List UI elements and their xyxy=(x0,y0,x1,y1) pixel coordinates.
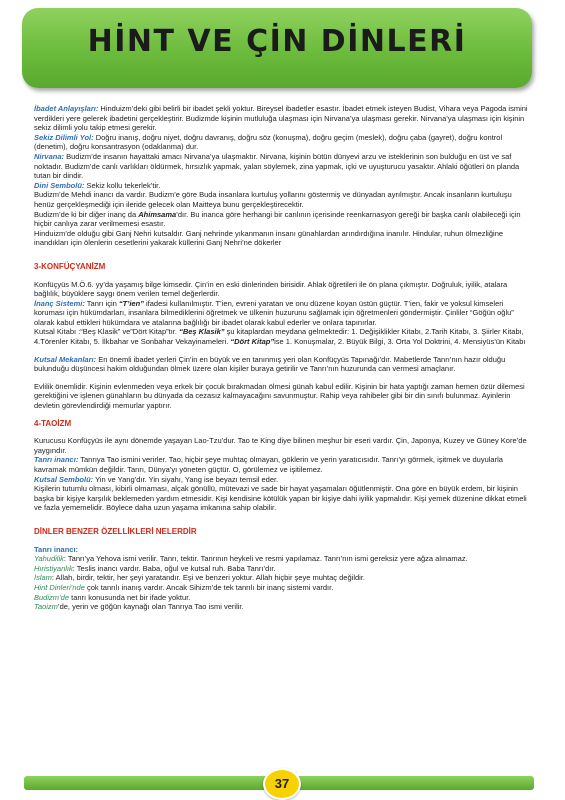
religion-name: Hint Dinleri’nde xyxy=(34,582,85,592)
sekiz-dilimli-yol-label: Sekiz Dilimli Yol: xyxy=(34,132,94,142)
kutsal-mekan-paragraph: Kutsal Mekanları: En önemli ibadet yerleri Çin’in en büyük ve en tanınmış yeri olan Konfüçyüs Tapınağı’dır. Mabetlerde Tanrı’nın hazır olduğu bulunduğu düşüncesi hakim olduğundan ölmek üzere olan kişiler buraya getirilir ve Tanrı’nın huzurunda can vermesi amaçlanır. xyxy=(34,354,506,374)
ganj-paragraph: Hinduizm’de olduğu gibi Ganj Nehri kutsaldır. Ganj nehrinde yıkanmanın insanı günahlardan arındırdığına inanılır. Hindular, ruhun ölmezliğine inandıkları için ölenlerin cesetlerini yakarak küllerini Ganj Nehri’ne dökerler xyxy=(34,228,504,248)
kutsal-sembol-label: Kutsal Sembolü: xyxy=(34,474,94,484)
tien-term: “T’ien” xyxy=(118,298,144,308)
evlilik-paragraph: Evlilik önemlidir. Kişinin evlenmeden veya erkek bir çocuk bırakmadan ölmesi günah kabul edilir. Kişinin bir hata yaptığı zaman hemen özür dilemesi gerektiğini ve işlenen günahların bu dünyada da cezasız kalmayacağını savunmuştur. Rahip veya rahibeler gibi bir din sınıfı bulunmaz. Ayinlerin devletin görevlendirdiği memurlar yaptırır. xyxy=(34,381,525,411)
konfucyanizm-heading: 3-KONFÜÇYANİZM xyxy=(34,261,106,271)
dini-sembol-label: Dini Sembolü: xyxy=(34,180,85,190)
religion-name: Budizm’de xyxy=(34,592,70,602)
dini-sembol-paragraph: Dini Sembolü: Sekiz kollu tekerlek’tir. xyxy=(34,180,161,190)
kutsal-mekan-label: Kutsal Mekanları: xyxy=(34,354,97,364)
religion-name: Hıristiyanlık xyxy=(34,563,73,573)
sekiz-dilimli-yol-paragraph: Sekiz Dilimli Yol: Doğru inanış, doğru niyet, doğru davranış, doğru söz (konuşma), doğru geçim (meslek), doğru çaba (gayret), doğru kontrol (denetim), doğru konsantrasyon (odaklanma) dur. xyxy=(34,132,503,152)
konfucyanizm-intro: Konfüçyüs M.Ö.6. yy’da yaşamış bilge kimsedir. Çin’in en eski dinlerinden birisidir. Ahlak öğretileri ile ön plana çıkmıştır. Doğruluk, iyilik, atalara bağlılık, büyüklere saygı önem verilen temel değerlerdir. xyxy=(34,279,508,299)
page-number: 37 xyxy=(263,768,301,800)
comparison-item: İslam: Allah, birdir, tektir, her şeyi yaratandır. Eşi ve benzeri yoktur. Allah hiçbir şeye muhtaç değildir. xyxy=(34,573,365,583)
nirvana-label: Nirvana: xyxy=(34,151,65,161)
ahimsama-term: Ahimsama xyxy=(138,209,177,219)
ahimsama-paragraph: Budizm’de ki bir diğer inanç da Ahimsama’dır. Bu inanca göre herhangi bir canlının içerisinde reenkarnasyon gereği bir başka canlı olabileceği için hiçbir canlıya zarar verilmemesi esastır. xyxy=(34,209,521,229)
tanri-inanci-subheading: Tanrı inancı: xyxy=(34,544,79,554)
religion-name: Taoizm xyxy=(34,602,58,612)
taoizm-closing: Kişilerin tutumlu olması, kibirli olmaması, alçak gönüllü, mütevazi ve sade bir hayat yaşamaları öğütlenmiştir. Ona göre en büyük erdem, bir kişinin başka bir kişiye karşılık beklemeden yardım etmesidir. Kişi kendisine kötülük yapan bir kişiye dahi iyilik yapmalıdır. Kişi yemek düzenine dikkat etmeli ve fazla yememelidir. Böylece daha uzun yaşama imkanına sahip olabilir. xyxy=(34,484,527,513)
ibadet-paragraph: İbadet Anlayışları: Hinduizm’deki gibi belirli bir ibadet şekli yoktur. Bireysel ibadetler esastır. İbadet etmek isteyen Budist, Vihara veya Pagoda ismini verdikleri yere gelerek ibadetini gerçekleştirir. Budizmde kişinin mutluluğa ulaşması için Nirvana’ya ulaşması gerekir. Nirvana’ya ulaşması için kişinin sekiz dilimli yolu takip etmesi gerekir. xyxy=(34,104,528,133)
comparison-item: Hıristiyanlık: Teslis inancı vardır. Baba, oğul ve kutsal ruh. Baba Tanrı’dır. xyxy=(34,563,276,573)
religion-name: İslam xyxy=(34,573,52,583)
inanc-sistemi-label: İnanç Sistemi: xyxy=(34,298,85,308)
inanc-sistemi-paragraph: İnanç Sistemi: Tanrı için “T’ien” ifadesi kullanılmıştır. T’ien, evreni yaratan ve onu düzene koyan üstün güçtür. T’ien, fakir ve yoksul kimseleri koruması için hükümdarları, insanlara bilmediklerini öğretmek ve ülkenin huzurunu sağlamak için öğretmenleri göndermiştir. Çinliler “Göğün oğlu” olarak kabul ettikleri hükümdara ve atalarına bağlılığı bir ibadet olarak kabul ederler ve onlara tapınırlar. xyxy=(34,298,514,327)
ibadet-label: İbadet Anlayışları: xyxy=(34,104,99,113)
comparison-item: Yahudilik: Tanrı’ya Yehova ismi verilir. Tanrı, tektir. Tanrının heykeli ve resmi yapılamaz. Tanrı’nın ismi gereksiz yere ağza alınamaz. xyxy=(34,554,468,564)
nirvana-paragraph: Nirvana: Budizm’de insanın hayattaki amacı Nirvana’ya ulaşmaktır. Nirvana, kişinin bütün dünyevi arzu ve isteklerinin son bulduğu en üst ve saf noktadır. Budizm’de canlı varlıkları öldürmek, hırsızlık yapmak, yalan söylemek, zina yapmak, içki ve uyuşturucu yasaktır. Ahlaki öğütleri ön planda tutan bir dindir. xyxy=(34,151,520,181)
tanri-inanci-label: Tanrı inancı: xyxy=(34,455,79,465)
tanri-inanci-paragraph: Tanrı inancı: Tanrıya Tao ismini verirler. Tao, hiçbir şeye muhtaç olmayan, göklerin ve yerin yaratıcısıdır. Tanrı’yı görmek, işitmek ve duyularla kavramak mümkün değildir. Tanrı, Dünya’yı yöneten güçtür. O, görülemez ve işitilemez. xyxy=(34,455,503,474)
bes-klasik-term: “Beş Klasik” xyxy=(179,327,225,337)
mehdi-paragraph: Budizm’de Mehdi inancı da vardır. Budizm’e göre Buda insanlara kurtuluş yollarını göstermiş ve dünyadan ayrılmıştır. Ancak insanların kurtuluşu henüz gerçekleşmediği için ileride gelecek olan Maitteya bunu gerçekleştirecektir. xyxy=(34,190,512,209)
dort-kitap-term: “Dört Kitap” xyxy=(230,337,275,347)
page-title: HİNT VE ÇİN DİNLERİ xyxy=(87,24,467,59)
kutsal-sembol-paragraph: Kutsal Sembolü: Yin ve Yang’dır. Yin siyahı, Yang ise beyazı temsil eder. xyxy=(34,474,279,484)
benzer-ozellikler-heading: DİNLER BENZER ÖZELLİKLERİ NELERDİR xyxy=(34,526,197,536)
taoizm-intro: Kurucusu Konfüçyüs ile aynı dönemde yaşayan Lao-Tzu’dur. Tao te King diye bilinen meşhur bir eseri vardır. Çin, Japonya, Kuzey ve Güney Kore’de yaygındır. xyxy=(34,436,527,455)
kutsal-kitap-paragraph: Kutsal Kitabı :“Beş Klasik” ve”Dört Kitap”tır. “Beş Klasik” şu kitaplardan meydana gelmektedir: 1. Değişiklikler Kitabı, 2.Tarih Kitabı, 3. Şiirler Kitabı, 4.Törenler Kitabı, 5. İlkbahar ve Sonbahar Vekayinameleri. “Dört Kitap”ise 1. Konuşmalar, 2. Büyük Bilgi, 3. Orta Yol Doktrini, 4. Mensiyüs’ün Kitabı xyxy=(34,327,526,347)
page-content xyxy=(34,104,534,612)
comparison-item: Hint Dinleri’nde çok tanrılı inanış vardır. Ancak Sihizm’de tek tanrılı bir inanç sistemi vardır. xyxy=(34,582,334,592)
religion-name: Yahudilik xyxy=(34,554,64,564)
taoizm-heading: 4-TAOİZM xyxy=(34,418,72,428)
comparison-item: Budizm’de tanrı konusunda net bir ifade yoktur. xyxy=(34,592,191,602)
comparison-item: Taoizm’de, yerin ve göğün kaynağı olan Tanrıya Tao ismi verilir. xyxy=(34,602,244,612)
